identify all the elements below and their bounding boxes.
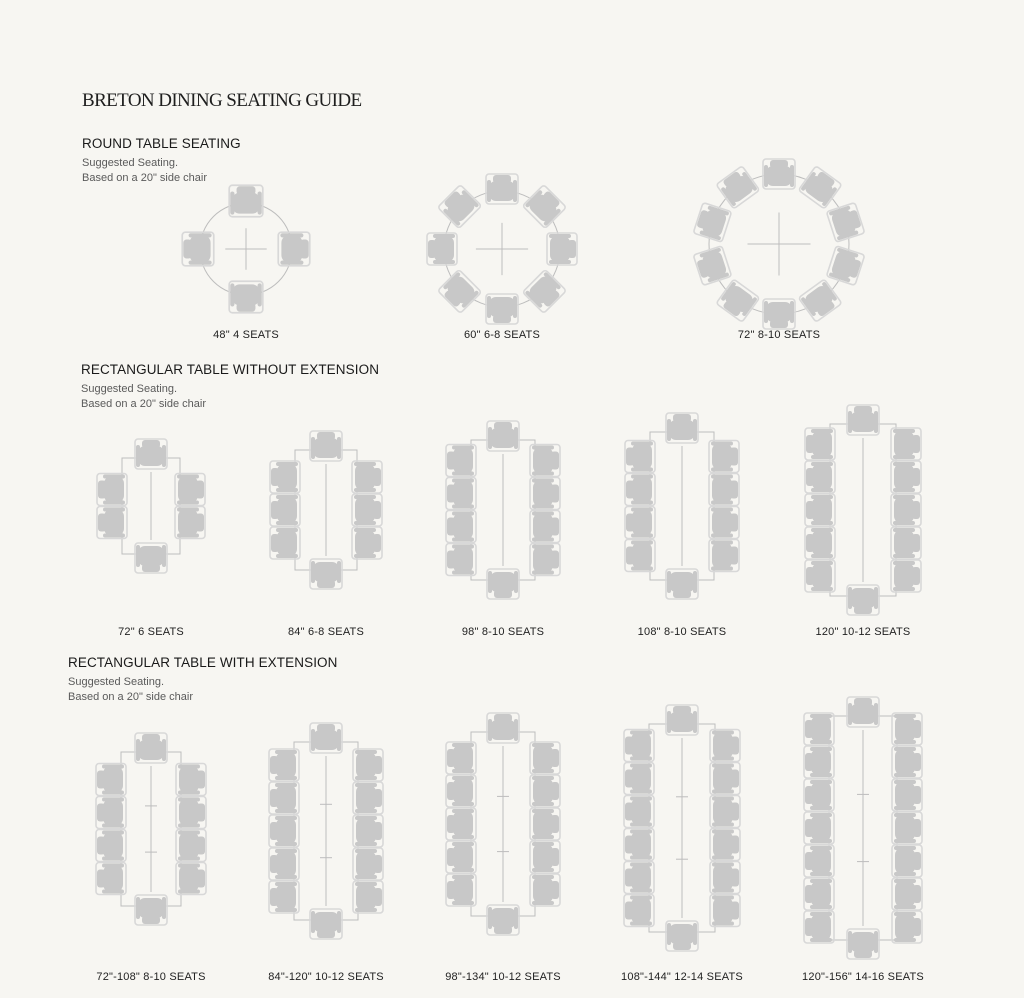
chair-icon (135, 439, 167, 469)
chair-icon (353, 749, 383, 781)
chair-icon (269, 815, 299, 847)
chair-icon (530, 544, 560, 576)
chair-icon (446, 808, 476, 840)
table-caption: 48" 4 SEATS (213, 329, 279, 341)
chair-icon (892, 878, 922, 910)
chair-icon (805, 428, 835, 460)
chair-icon (709, 474, 739, 506)
rectangular-table (294, 742, 358, 920)
chair-icon (176, 797, 206, 829)
page-title: BRETON DINING SEATING GUIDE (82, 90, 362, 111)
chair-icon (530, 841, 560, 873)
chair-icon (666, 569, 698, 599)
chair-icon (763, 159, 795, 189)
chair-icon (270, 461, 300, 493)
chair-icon (446, 511, 476, 543)
chair-icon (353, 815, 383, 847)
chair-icon (446, 742, 476, 774)
table-caption: 72"-108" 8-10 SEATS (96, 971, 206, 983)
chair-icon (709, 507, 739, 539)
chair-icon (710, 829, 740, 861)
chair-icon (892, 845, 922, 877)
chair-icon (804, 746, 834, 778)
chair-icon (847, 697, 879, 727)
chair-icon (96, 863, 126, 895)
chair-icon (847, 405, 879, 435)
chair-icon (486, 294, 518, 324)
chair-icon (310, 431, 342, 461)
chair-icon (175, 507, 205, 539)
section-note-line1: Suggested Seating. (81, 383, 178, 395)
section-heading-round: ROUND TABLE SEATING (82, 136, 241, 151)
chair-icon (709, 441, 739, 473)
section-note-line2: Based on a 20" side chair (68, 691, 193, 703)
chair-icon (666, 921, 698, 951)
chair-icon (826, 246, 864, 286)
section-note-line2: Based on a 20" side chair (82, 172, 207, 184)
chair-icon (487, 421, 519, 451)
chair-icon (891, 560, 921, 592)
table-caption: 72" 6 SEATS (118, 626, 184, 638)
chair-icon (135, 895, 167, 925)
section-heading-rect-ext: RECTANGULAR TABLE WITH EXTENSION (68, 655, 338, 670)
table-caption: 98" 8-10 SEATS (461, 626, 545, 638)
chair-icon (804, 713, 834, 745)
chair-icon (624, 730, 654, 762)
chair-icon (710, 895, 740, 927)
chair-icon (763, 299, 795, 329)
chair-icon (135, 733, 167, 763)
chair-icon (270, 527, 300, 559)
chair-icon (892, 812, 922, 844)
chair-icon (710, 730, 740, 762)
chair-icon (625, 474, 655, 506)
chair-icon (353, 881, 383, 913)
chair-icon (805, 527, 835, 559)
chair-icon (709, 540, 739, 572)
table-caption: 84" 6-8 SEATS (287, 626, 365, 638)
chair-icon (847, 929, 879, 959)
chair-icon (826, 203, 864, 243)
chair-icon (804, 779, 834, 811)
table-caption: 120"-156" 14-16 SEATS (802, 971, 924, 983)
chair-icon (270, 494, 300, 526)
table-caption: 120" 10-12 SEATS (815, 626, 911, 638)
chair-icon (666, 705, 698, 735)
chair-icon (176, 764, 206, 796)
rectangular-table (121, 752, 181, 906)
chair-icon (892, 911, 922, 943)
table-caption: 72" 8-10 SEATS (737, 329, 821, 341)
rectangular-table (649, 724, 715, 932)
section-heading-rect: RECTANGULAR TABLE WITHOUT EXTENSION (81, 362, 380, 377)
section-note-line2: Based on a 20" side chair (81, 398, 206, 410)
chair-icon (523, 270, 567, 314)
chair-icon (624, 796, 654, 828)
chair-icon (530, 775, 560, 807)
chair-icon (486, 174, 518, 204)
chair-icon (891, 494, 921, 526)
chair-icon (269, 749, 299, 781)
chair-icon (182, 232, 214, 266)
table-caption: 84"-120" 10-12 SEATS (268, 971, 384, 983)
chair-icon (804, 878, 834, 910)
chair-icon (97, 507, 127, 539)
chair-icon (96, 764, 126, 796)
chair-icon (892, 779, 922, 811)
chair-icon (427, 233, 457, 265)
rectangular-table (122, 458, 180, 554)
chair-icon (310, 559, 342, 589)
chair-icon (310, 723, 342, 753)
chair-icon (352, 527, 382, 559)
chair-icon (624, 895, 654, 927)
chair-icon (666, 413, 698, 443)
chair-icon (547, 233, 577, 265)
chair-icon (693, 203, 731, 243)
chair-icon (530, 478, 560, 510)
chair-icon (804, 845, 834, 877)
chair-icon (624, 829, 654, 861)
chair-icon (710, 796, 740, 828)
chair-icon (530, 874, 560, 906)
chair-icon (446, 874, 476, 906)
chair-icon (487, 569, 519, 599)
section-note-line1: Suggested Seating. (68, 676, 165, 688)
chair-icon (352, 461, 382, 493)
table-caption: 98"-134" 10-12 SEATS (445, 971, 561, 983)
chair-icon (269, 848, 299, 880)
chair-icon (269, 782, 299, 814)
chair-icon (278, 232, 310, 266)
chair-icon (446, 544, 476, 576)
chair-icon (530, 445, 560, 477)
chair-icon (891, 527, 921, 559)
chair-icon (446, 775, 476, 807)
section-note-line1: Suggested Seating. (82, 157, 179, 169)
chair-icon (176, 830, 206, 862)
rectangular-table (471, 440, 535, 580)
chair-icon (446, 478, 476, 510)
chair-icon (135, 543, 167, 573)
rectangular-table (829, 716, 897, 940)
chair-icon (438, 185, 482, 229)
rectangular-table (650, 432, 714, 580)
chair-icon (847, 585, 879, 615)
table-caption: 108" 8-10 SEATS (637, 626, 727, 638)
rectangular-table (471, 732, 535, 916)
chair-icon (438, 270, 482, 314)
chair-icon (625, 540, 655, 572)
table-caption: 60" 6-8 SEATS (463, 329, 541, 341)
chair-icon (624, 763, 654, 795)
chair-icon (805, 560, 835, 592)
chair-icon (523, 185, 567, 229)
chair-icon (229, 185, 263, 217)
rectangular-table (295, 450, 357, 570)
chair-icon (487, 905, 519, 935)
rectangular-table (830, 424, 896, 596)
chair-icon (710, 862, 740, 894)
chair-icon (625, 441, 655, 473)
chair-icon (310, 909, 342, 939)
chair-icon (97, 474, 127, 506)
chair-icon (229, 281, 263, 313)
chair-icon (530, 808, 560, 840)
chair-icon (891, 461, 921, 493)
chair-icon (352, 494, 382, 526)
chair-icon (487, 713, 519, 743)
chair-icon (353, 848, 383, 880)
chair-icon (446, 841, 476, 873)
chair-icon (891, 428, 921, 460)
chair-icon (446, 445, 476, 477)
chair-icon (892, 713, 922, 745)
chair-icon (804, 812, 834, 844)
chair-icon (693, 246, 731, 286)
chair-icon (96, 830, 126, 862)
chair-icon (805, 461, 835, 493)
chair-icon (625, 507, 655, 539)
chair-icon (530, 742, 560, 774)
chair-icon (805, 494, 835, 526)
table-caption: 108"-144" 12-14 SEATS (621, 971, 743, 983)
chair-icon (624, 862, 654, 894)
chair-icon (175, 474, 205, 506)
chair-icon (710, 763, 740, 795)
chair-icon (530, 511, 560, 543)
chair-icon (269, 881, 299, 913)
chair-icon (353, 782, 383, 814)
chair-icon (96, 797, 126, 829)
chair-icon (176, 863, 206, 895)
chair-icon (804, 911, 834, 943)
chair-icon (892, 746, 922, 778)
